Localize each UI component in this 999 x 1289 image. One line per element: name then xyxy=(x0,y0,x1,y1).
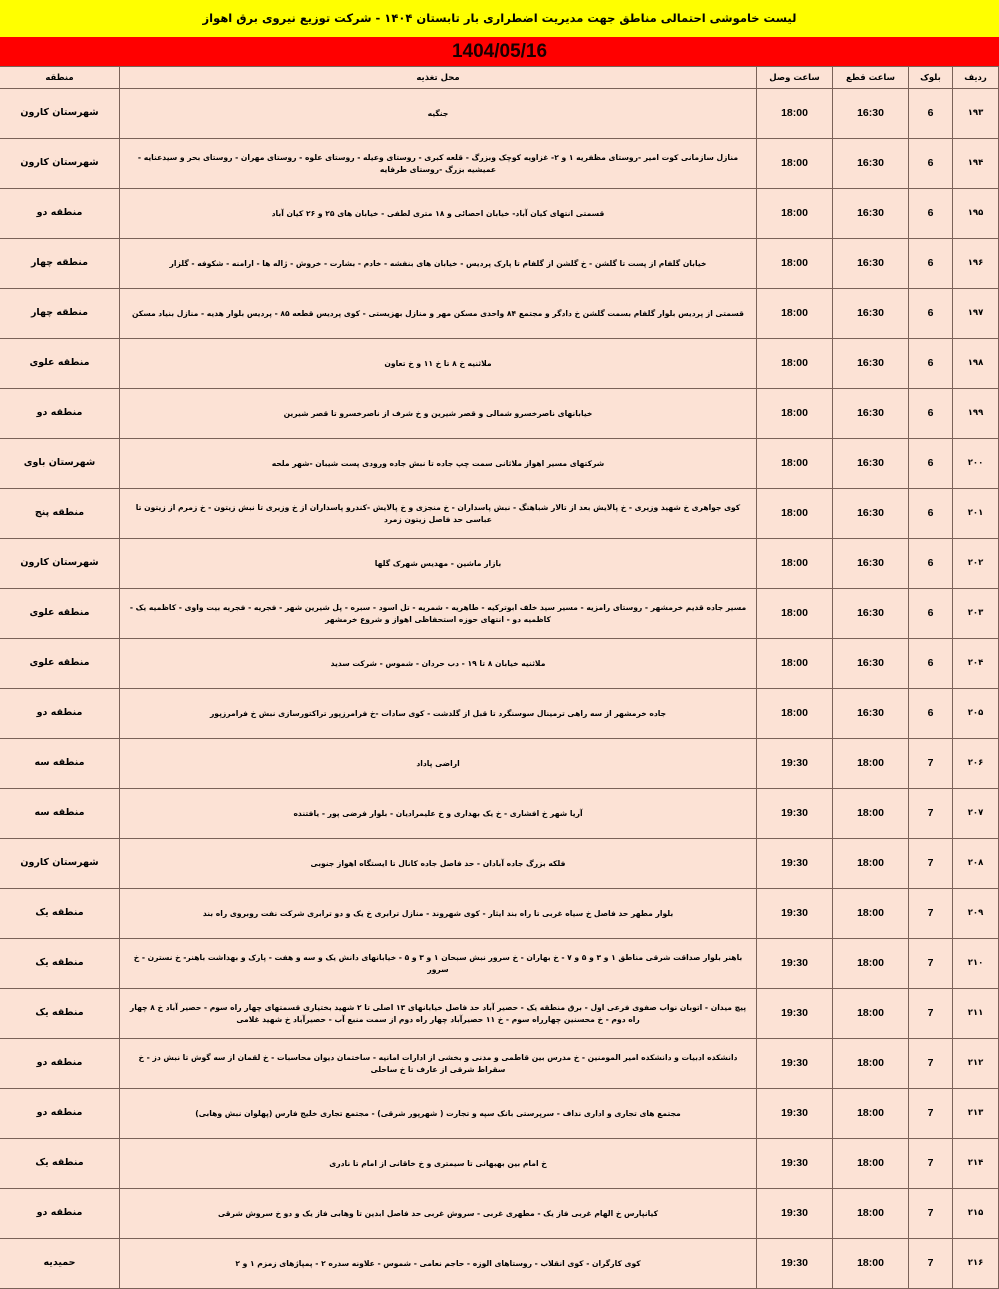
cell-region: منطقه دو xyxy=(0,389,120,439)
cell-feed-location: پیچ میدان - اتوبان نواب صفوی فرعی اول - برق منطقه یک - حصیر آباد حد فاصل خیابانهای ۱۳ اصلی تا ۲ شهید بختیاری قسمتهای چهار راه سوم - حصیر آباد خ ۸ چهار راه دوم - خ محسنین چهارراه سوم - خ ۱۱ حصیرآباد چهار راه دوم از سمت منبع آب - حصیرآباد خ شهید غلامی xyxy=(120,989,757,1039)
cell-region: منطقه علوی xyxy=(0,589,120,639)
table-row xyxy=(0,339,999,389)
cell-region: حمیدیه xyxy=(0,1239,120,1289)
schedule-date: 1404/05/16 xyxy=(451,40,548,62)
cell-region: منطقه یک xyxy=(0,989,120,1039)
column-header-block[interactable]: بلوک xyxy=(909,67,953,89)
cell-on-time: 18:00 xyxy=(757,139,833,189)
cell-region: منطقه دو xyxy=(0,1089,120,1139)
cell-block: 7 xyxy=(909,789,953,839)
cell-feed-location: کوی جواهری خ شهید وزیری - خ پالایش بعد از تالار شباهنگ - نبش پاسداران - خ منجزی و خ پالایش -کندرو پاسداران از خ وزیری تا نبش زیتون - خ زمرم از زیتون تا عباسی حد فاصل زیتون زمرد xyxy=(120,489,757,539)
cell-region: منطقه یک xyxy=(0,939,120,989)
cell-region: شهرستان کارون xyxy=(0,89,120,139)
cell-radif: ۲۰۸ xyxy=(953,839,999,889)
cell-radif: ۲۰۴ xyxy=(953,639,999,689)
cell-feed-location: فلکه بزرگ جاده آبادان - حد فاصل جاده کانال تا ایستگاه اهواز جنوبی xyxy=(120,839,757,889)
cell-region: منطقه سه xyxy=(0,739,120,789)
cell-radif: ۱۹۴ xyxy=(953,139,999,189)
cell-radif: ۲۰۲ xyxy=(953,539,999,589)
cell-feed-location: آریا شهر خ افشاری - خ یک بهداری و خ علیمرادیان - بلوار فرضی پور - یافتنده xyxy=(120,789,757,839)
cell-block: 6 xyxy=(909,389,953,439)
cell-region: منطقه دو xyxy=(0,189,120,239)
cell-off-time: 16:30 xyxy=(833,189,909,239)
cell-block: 6 xyxy=(909,639,953,689)
cell-block: 6 xyxy=(909,439,953,489)
cell-region: شهرستان کارون xyxy=(0,839,120,889)
cell-off-time: 16:30 xyxy=(833,589,909,639)
cell-feed-location: بازار ماشین - مهدیس شهرک گلها xyxy=(120,539,757,589)
cell-off-time: 16:30 xyxy=(833,689,909,739)
cell-block: 7 xyxy=(909,1139,953,1189)
cell-feed-location: ملاثنیه خیابان ۸ تا ۱۹ - دب حردان - شموس - شرکت سدید xyxy=(120,639,757,689)
cell-block: 7 xyxy=(909,889,953,939)
cell-off-time: 16:30 xyxy=(833,239,909,289)
cell-feed-location: بلوار مطهر حد فاصل خ سیاه غربی تا راه بند ایثار - کوی شهروند - منازل ترابری خ یک و دو ترابری شرکت نفت روبروی راه بند xyxy=(120,889,757,939)
cell-feed-location: خ امام بین بهبهانی تا سیمتری و خ خاقانی از امام تا نادری xyxy=(120,1139,757,1189)
cell-radif: ۲۰۰ xyxy=(953,439,999,489)
cell-block: 6 xyxy=(909,689,953,739)
cell-radif: ۲۱۴ xyxy=(953,1139,999,1189)
cell-feed-location: مسیر جاده قدیم خرمشهر - روستای رامزیه - مسیر سید خلف ابوترکیه - طاهریه - شمریه - تل اسود - سبره - پل شیرین شهر - فجریه - فجریه بیت واوی - کاظمیه یک - کاظمیه دو - انتهای حوزه استحفاظی اهواز و شروع خرمشهر xyxy=(120,589,757,639)
cell-radif: ۲۱۱ xyxy=(953,989,999,1039)
table-row xyxy=(0,89,999,139)
cell-on-time: 18:00 xyxy=(757,639,833,689)
cell-off-time: 18:00 xyxy=(833,1189,909,1239)
cell-block: 6 xyxy=(909,489,953,539)
cell-region: منطقه علوی xyxy=(0,639,120,689)
cell-block: 7 xyxy=(909,1189,953,1239)
cell-on-time: 18:00 xyxy=(757,439,833,489)
cell-on-time: 18:00 xyxy=(757,289,833,339)
cell-region: منطقه پنج xyxy=(0,489,120,539)
cell-off-time: 18:00 xyxy=(833,1039,909,1089)
cell-feed-location: دانشکده ادبیات و دانشکده امیر المومنین - خ مدرس بین قاطمی و مدنی و بخشی از ادارات امانیه - ساختمان دیوان محاسبات - خ لقمان از سه گوش تا نبش دز - خ سقراط شرقی از عارف تا خ ساحلی xyxy=(120,1039,757,1089)
cell-region: منطقه علوی xyxy=(0,339,120,389)
cell-region: منطقه یک xyxy=(0,889,120,939)
cell-feed-location: خیابان گلفام از پست تا گلشن - خ گلشن از گلفام تا پارک پردیس - خیابان های بنفشه - خادم - بشارت - خروش - ژاله ها - ارامنه - شکوفه - گلزار xyxy=(120,239,757,289)
page-title: لیست خاموشی احتمالی مناطق جهت مدیریت اضطراری بار تابستان ۱۴۰۴ - شرکت توزیع نیروی برق اهواز xyxy=(202,11,797,25)
table-row xyxy=(0,739,999,789)
cell-block: 6 xyxy=(909,589,953,639)
cell-radif: ۲۰۶ xyxy=(953,739,999,789)
column-header-region[interactable]: منطقه xyxy=(0,67,120,89)
cell-on-time: 19:30 xyxy=(757,1039,833,1089)
cell-block: 6 xyxy=(909,239,953,289)
cell-off-time: 16:30 xyxy=(833,89,909,139)
date-banner xyxy=(0,37,999,66)
cell-block: 7 xyxy=(909,939,953,989)
cell-block: 7 xyxy=(909,1089,953,1139)
table-row xyxy=(0,1189,999,1239)
cell-radif: ۲۱۰ xyxy=(953,939,999,989)
cell-radif: ۱۹۷ xyxy=(953,289,999,339)
cell-feed-location: جنگیه xyxy=(120,89,757,139)
cell-off-time: 16:30 xyxy=(833,139,909,189)
cell-region: منطقه دو xyxy=(0,1189,120,1239)
cell-on-time: 19:30 xyxy=(757,739,833,789)
cell-off-time: 16:30 xyxy=(833,389,909,439)
cell-on-time: 18:00 xyxy=(757,589,833,639)
cell-on-time: 19:30 xyxy=(757,939,833,989)
cell-off-time: 18:00 xyxy=(833,939,909,989)
cell-off-time: 18:00 xyxy=(833,1239,909,1289)
cell-radif: ۲۰۹ xyxy=(953,889,999,939)
cell-on-time: 18:00 xyxy=(757,189,833,239)
cell-radif: ۲۰۱ xyxy=(953,489,999,539)
cell-feed-location: شرکتهای مسیر اهواز ملاثانی سمت چپ جاده تا نبش جاده ورودی پست شیبان -شهر ملحه xyxy=(120,439,757,489)
table-row xyxy=(0,489,999,539)
cell-feed-location: جاده خرمشهر از سه راهی ترمینال سوسنگرد تا قبل از گلدشت - کوی سادات -خ فرامرزپور تراکتورسازی نبش خ فرامرزپور xyxy=(120,689,757,739)
table-row xyxy=(0,389,999,439)
cell-radif: ۱۹۸ xyxy=(953,339,999,389)
cell-off-time: 16:30 xyxy=(833,339,909,389)
cell-off-time: 16:30 xyxy=(833,289,909,339)
cell-feed-location: کیانپارس خ الهام غربی فاز یک - مطهری غربی - سروش غربی حد فاصل ابدین تا وهابی فاز یک و دو خ سروش شرقی xyxy=(120,1189,757,1239)
column-header-off-time[interactable]: ساعت قطع xyxy=(833,67,909,89)
cell-region: منطقه چهار xyxy=(0,239,120,289)
table-row xyxy=(0,289,999,339)
cell-block: 6 xyxy=(909,339,953,389)
cell-on-time: 19:30 xyxy=(757,1139,833,1189)
table-row xyxy=(0,589,999,639)
cell-block: 6 xyxy=(909,539,953,589)
table-row xyxy=(0,989,999,1039)
cell-region: منطقه دو xyxy=(0,689,120,739)
cell-region: منطقه سه xyxy=(0,789,120,839)
cell-off-time: 18:00 xyxy=(833,739,909,789)
table-row xyxy=(0,139,999,189)
table-row xyxy=(0,439,999,489)
cell-block: 7 xyxy=(909,1239,953,1289)
cell-on-time: 19:30 xyxy=(757,1239,833,1289)
column-header-feed-location[interactable]: محل تغذیه xyxy=(120,67,757,89)
cell-feed-location: ملاثنیه خ ۸ تا خ ۱۱ و خ تعاون xyxy=(120,339,757,389)
cell-block: 6 xyxy=(909,139,953,189)
table-row xyxy=(0,239,999,289)
cell-on-time: 18:00 xyxy=(757,489,833,539)
cell-on-time: 19:30 xyxy=(757,1089,833,1139)
table-body xyxy=(0,89,999,1289)
cell-off-time: 18:00 xyxy=(833,1139,909,1189)
cell-off-time: 18:00 xyxy=(833,989,909,1039)
table-row xyxy=(0,1039,999,1089)
cell-feed-location: خیابانهای ناصرخسرو شمالی و قصر شیرین و خ شرف از ناصرخسرو تا قصر شیرین xyxy=(120,389,757,439)
table-row xyxy=(0,689,999,739)
cell-on-time: 19:30 xyxy=(757,889,833,939)
cell-off-time: 16:30 xyxy=(833,639,909,689)
table-row xyxy=(0,789,999,839)
cell-radif: ۱۹۹ xyxy=(953,389,999,439)
column-header-radif[interactable]: ردیف xyxy=(953,67,999,89)
cell-on-time: 19:30 xyxy=(757,989,833,1039)
cell-feed-location: مجتمع های تجاری و اداری نداف - سرپرستی بانک سپه و تجارت ( شهرپور شرقی) - مجتمع تجاری خلیج فارس (پهلوان نبش وهابی) xyxy=(120,1089,757,1139)
cell-radif: ۱۹۳ xyxy=(953,89,999,139)
cell-feed-location: باهنر بلوار صداقت شرقی مناطق ۱ و ۳ و ۵ و ۷ - خ بهاران - خ سرور نبش سبحان ۱ و ۳ و ۵ - خیابانهای دانش یک و سه و هفت - پارک و بهداشت باهنر- خ نسترن - خ سرور xyxy=(120,939,757,989)
table-row xyxy=(0,639,999,689)
cell-on-time: 19:30 xyxy=(757,839,833,889)
cell-off-time: 16:30 xyxy=(833,489,909,539)
cell-region: شهرستان کارون xyxy=(0,139,120,189)
cell-block: 7 xyxy=(909,739,953,789)
cell-feed-location: منازل سازمانی کوت امیر -روستای مظفریه ۱ و ۲- غزاویه کوچک وبزرگ - قلعه کبری - روستای وعیله - روستای علوه - روستای مهران - روستای بحر و سیدعنایه - عمیشیه بزرگ -روستای طرفایه xyxy=(120,139,757,189)
cell-on-time: 19:30 xyxy=(757,789,833,839)
cell-region: منطقه دو xyxy=(0,1039,120,1089)
table-row xyxy=(0,1239,999,1289)
table-row xyxy=(0,889,999,939)
outage-table xyxy=(0,66,999,1289)
cell-region: منطقه یک xyxy=(0,1139,120,1189)
cell-off-time: 18:00 xyxy=(833,1089,909,1139)
table-row xyxy=(0,1089,999,1139)
cell-on-time: 18:00 xyxy=(757,539,833,589)
cell-on-time: 18:00 xyxy=(757,339,833,389)
cell-feed-location: کوی کارگران - کوی انقلاب - روستاهای الوزه - حاجم نعامی - شموس - علاونه سدره ۲ - پمپاژهای زمزم ۱ و ۲ xyxy=(120,1239,757,1289)
cell-region: شهرستان باوی xyxy=(0,439,120,489)
cell-block: 6 xyxy=(909,289,953,339)
cell-radif: ۲۰۵ xyxy=(953,689,999,739)
table-row xyxy=(0,189,999,239)
title-banner xyxy=(0,0,999,37)
cell-radif: ۲۱۶ xyxy=(953,1239,999,1289)
table-header-row xyxy=(0,67,999,89)
cell-radif: ۲۰۳ xyxy=(953,589,999,639)
cell-radif: ۲۰۷ xyxy=(953,789,999,839)
cell-block: 7 xyxy=(909,989,953,1039)
table-row xyxy=(0,939,999,989)
cell-off-time: 16:30 xyxy=(833,539,909,589)
cell-feed-location: قسمتی از پردیس بلوار گلفام بسمت گلشن خ دادگر و مجتمع ۸۴ واحدی مسکن مهر و منازل بهزیستی - کوی پردیس قطعه ۸۵ - پردیس بلوار هدیه - منازل بنیاد مسکن xyxy=(120,289,757,339)
cell-block: 6 xyxy=(909,89,953,139)
cell-on-time: 18:00 xyxy=(757,239,833,289)
cell-region: شهرستان کارون xyxy=(0,539,120,589)
cell-block: 6 xyxy=(909,189,953,239)
cell-radif: ۱۹۶ xyxy=(953,239,999,289)
cell-on-time: 18:00 xyxy=(757,389,833,439)
cell-off-time: 18:00 xyxy=(833,789,909,839)
cell-block: 7 xyxy=(909,1039,953,1089)
table-row xyxy=(0,1139,999,1189)
cell-on-time: 19:30 xyxy=(757,1189,833,1239)
cell-off-time: 18:00 xyxy=(833,839,909,889)
cell-on-time: 18:00 xyxy=(757,89,833,139)
cell-radif: ۲۱۳ xyxy=(953,1089,999,1139)
cell-radif: ۲۱۲ xyxy=(953,1039,999,1089)
table-row xyxy=(0,539,999,589)
cell-off-time: 18:00 xyxy=(833,889,909,939)
cell-on-time: 18:00 xyxy=(757,689,833,739)
cell-region: منطقه چهار xyxy=(0,289,120,339)
cell-feed-location: قسمتی انتهای کیان آباد- خیابان احصائی و ۱۸ متری لطفی - خیابان های ۲۵ و ۲۶ کیان آباد xyxy=(120,189,757,239)
cell-feed-location: اراضی پاداد xyxy=(120,739,757,789)
table-row xyxy=(0,839,999,889)
column-header-on-time[interactable]: ساعت وصل xyxy=(757,67,833,89)
cell-off-time: 16:30 xyxy=(833,439,909,489)
table-header xyxy=(0,67,999,89)
cell-radif: ۱۹۵ xyxy=(953,189,999,239)
cell-radif: ۲۱۵ xyxy=(953,1189,999,1239)
cell-block: 7 xyxy=(909,839,953,889)
